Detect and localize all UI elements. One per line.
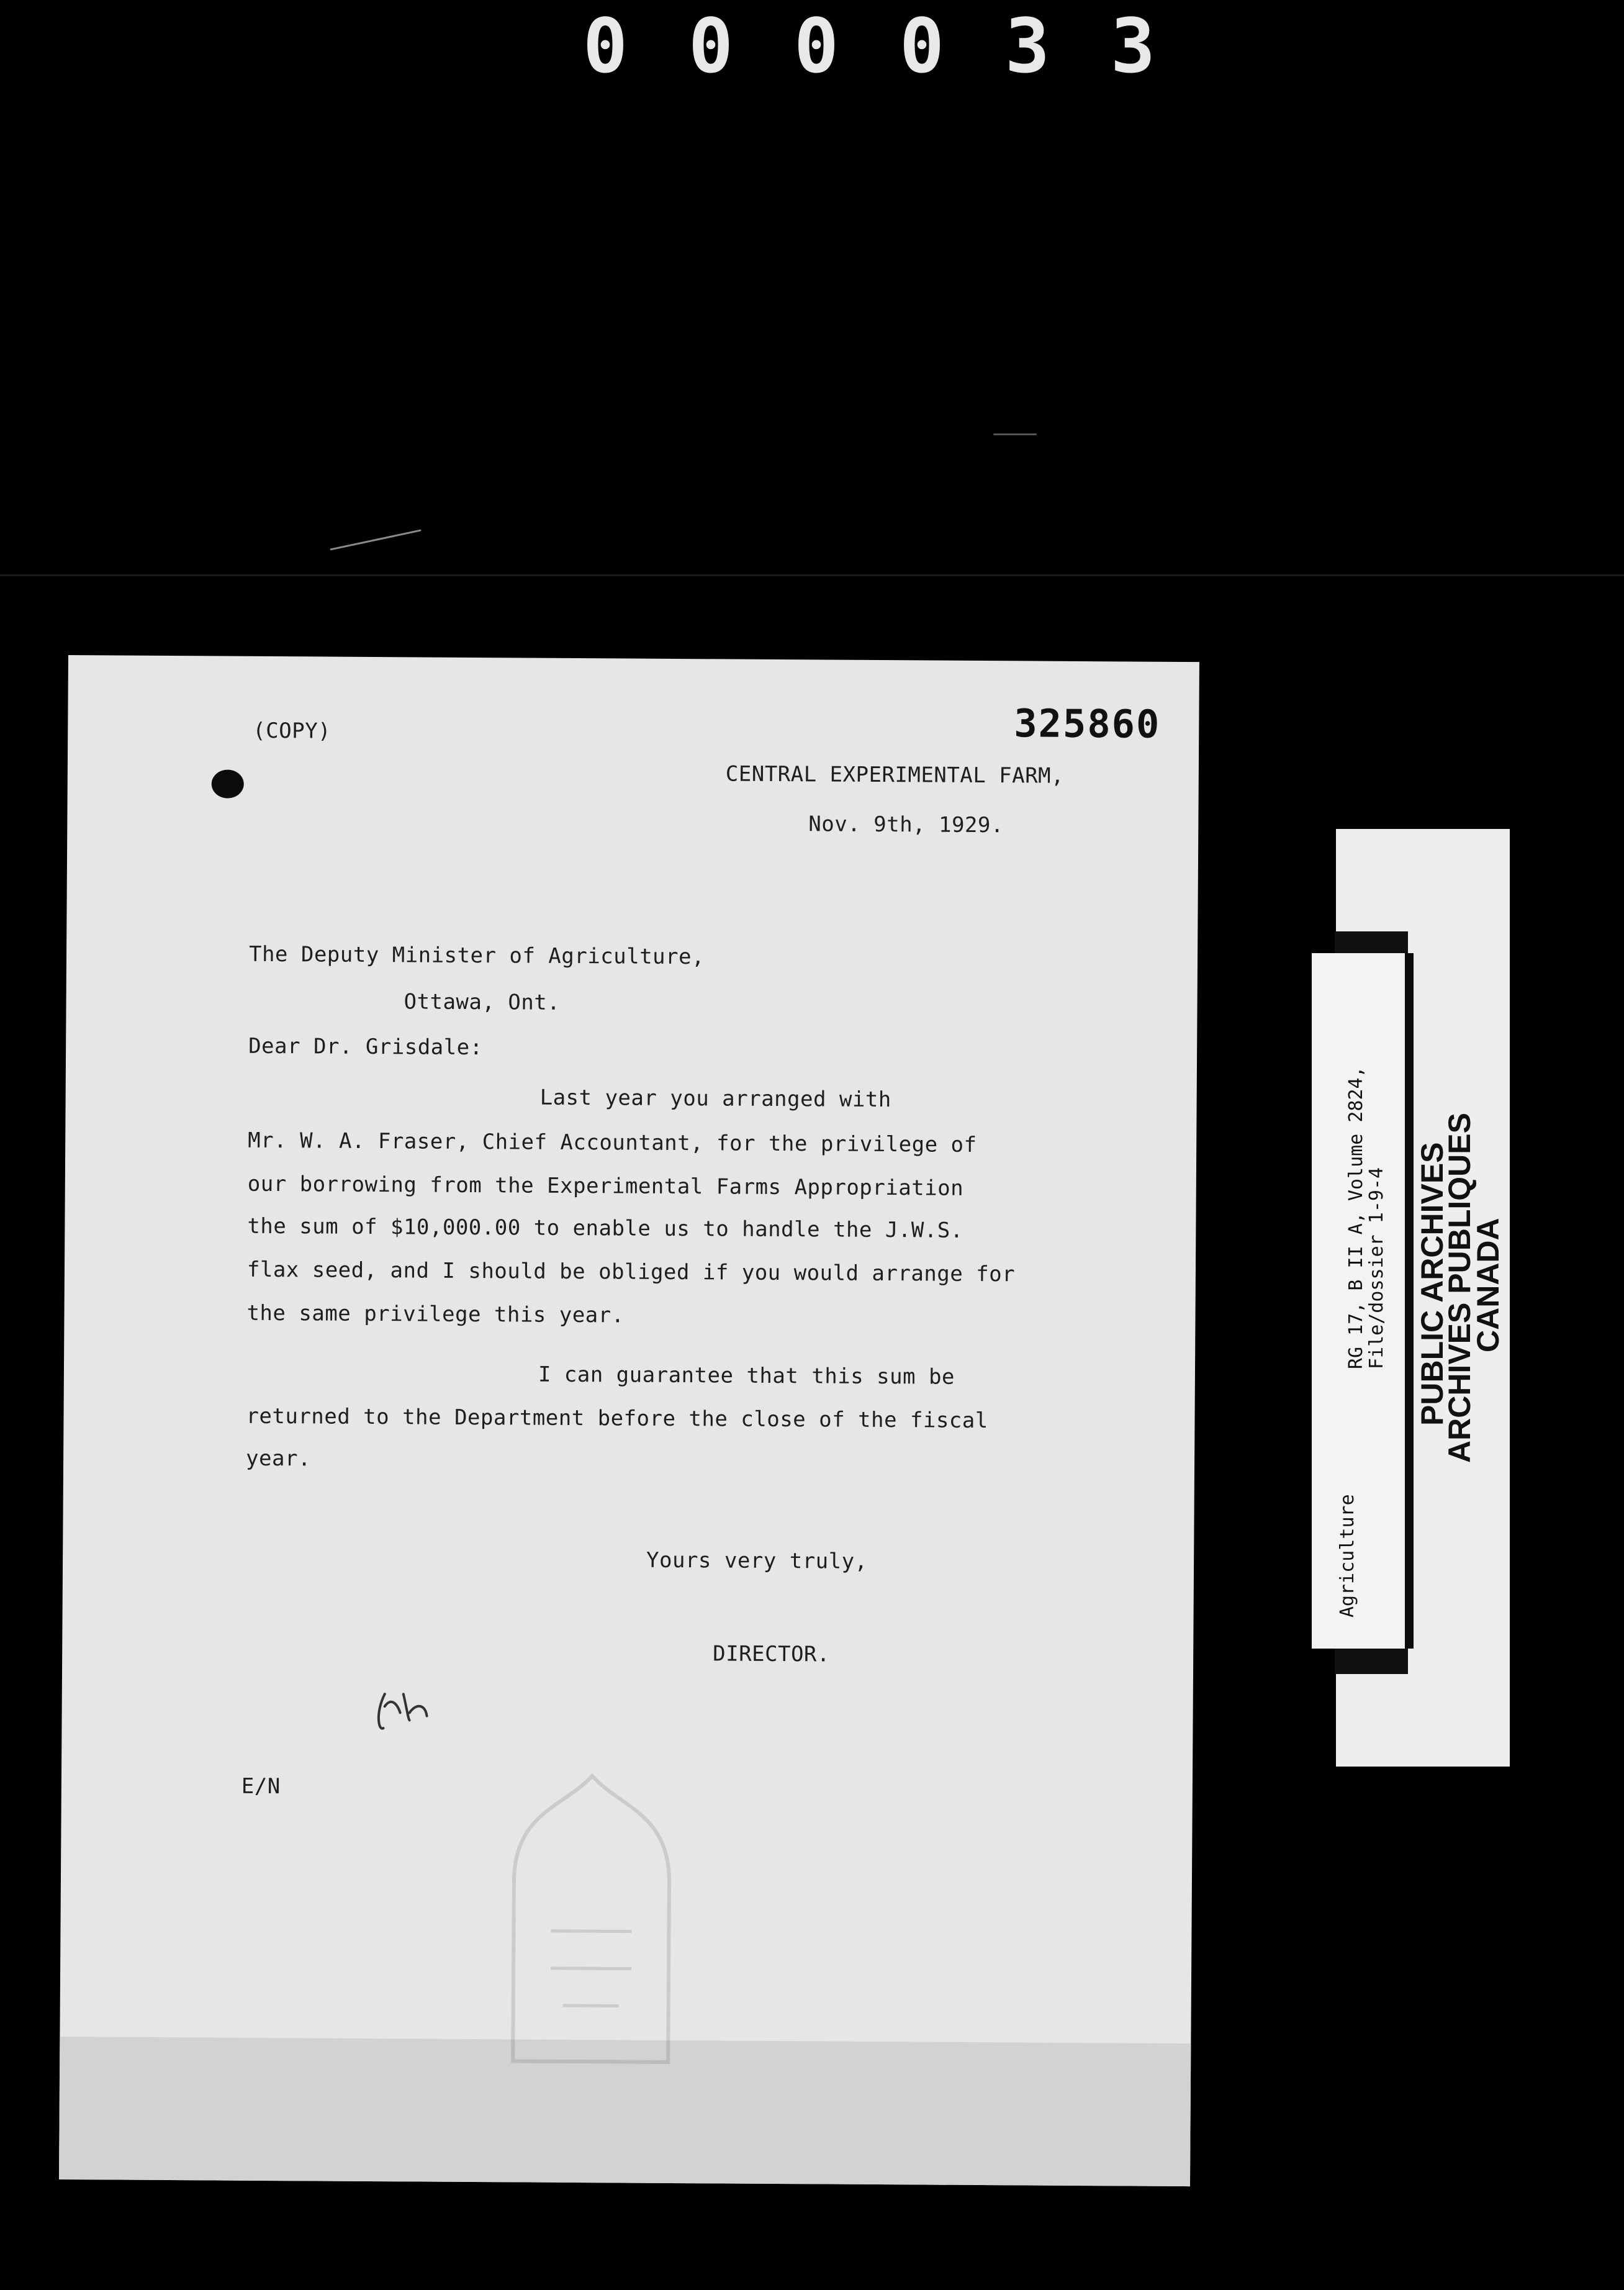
archive-institution: PUBLIC ARCHIVES <box>1415 1142 1450 1426</box>
archive-card-tab <box>1335 1645 1408 1674</box>
copy-mark: (COPY) <box>253 718 332 744</box>
archive-reference: RG 17, B II A, Volume 2824, <box>1345 1066 1367 1369</box>
signature-title: DIRECTOR. <box>713 1641 831 1667</box>
film-divider <box>0 574 1624 576</box>
body-line: year. <box>245 1446 312 1472</box>
archive-institution: ARCHIVES PUBLIQUES <box>1442 1113 1477 1463</box>
document-number: 325860 <box>1014 700 1161 747</box>
recipient-title: The Deputy Minister of Agriculture, <box>248 941 705 970</box>
archive-reference: File/dossier 1-9-4 <box>1366 1167 1387 1369</box>
recipient-city: Ottawa, Ont. <box>404 989 561 1015</box>
body-line: I can guarantee that this sum be <box>538 1362 955 1390</box>
frame-digit: 3 <box>1110 4 1156 90</box>
body-line: Mr. W. A. Fraser, Chief Accountant, for the privilege of <box>248 1128 977 1157</box>
handwritten-initials <box>372 1669 447 1738</box>
film-scratch <box>993 433 1037 435</box>
body-line: the sum of $10,000.00 to enable us to handle the J.W.S. <box>247 1213 963 1243</box>
letter-page <box>59 655 1199 2186</box>
ink-blot <box>212 769 244 798</box>
frame-digit: 3 <box>1004 4 1050 90</box>
archive-category: Agriculture <box>1337 1494 1358 1618</box>
body-line: Last year you arranged with <box>539 1085 891 1113</box>
archive-institution: CANADA <box>1471 1218 1505 1352</box>
typist-initials: E/N <box>241 1773 281 1799</box>
body-line: our borrowing from the Experimental Farms Appropriation <box>247 1171 964 1201</box>
frame-digit: 0 <box>688 4 734 90</box>
film-scratch <box>330 529 421 550</box>
closing: Yours very truly, <box>646 1547 868 1574</box>
letter-date: Nov. 9th, 1929. <box>808 812 1004 838</box>
body-line: returned to the Department before the close of the fiscal <box>246 1403 988 1434</box>
bleed-through-seal <box>488 1769 695 2081</box>
body-line: the same privilege this year. <box>246 1300 625 1328</box>
frame-digit: 0 <box>582 4 628 90</box>
body-line: flax seed, and I should be obliged if you would arrange for <box>246 1257 1016 1287</box>
sender-address: CENTRAL EXPERIMENTAL FARM, <box>725 761 1065 789</box>
frame-number <box>571 4 1167 90</box>
salutation: Dear Dr. Grisdale: <box>248 1033 483 1061</box>
frame-digit: 0 <box>793 4 839 90</box>
frame-digit: 0 <box>899 4 945 90</box>
